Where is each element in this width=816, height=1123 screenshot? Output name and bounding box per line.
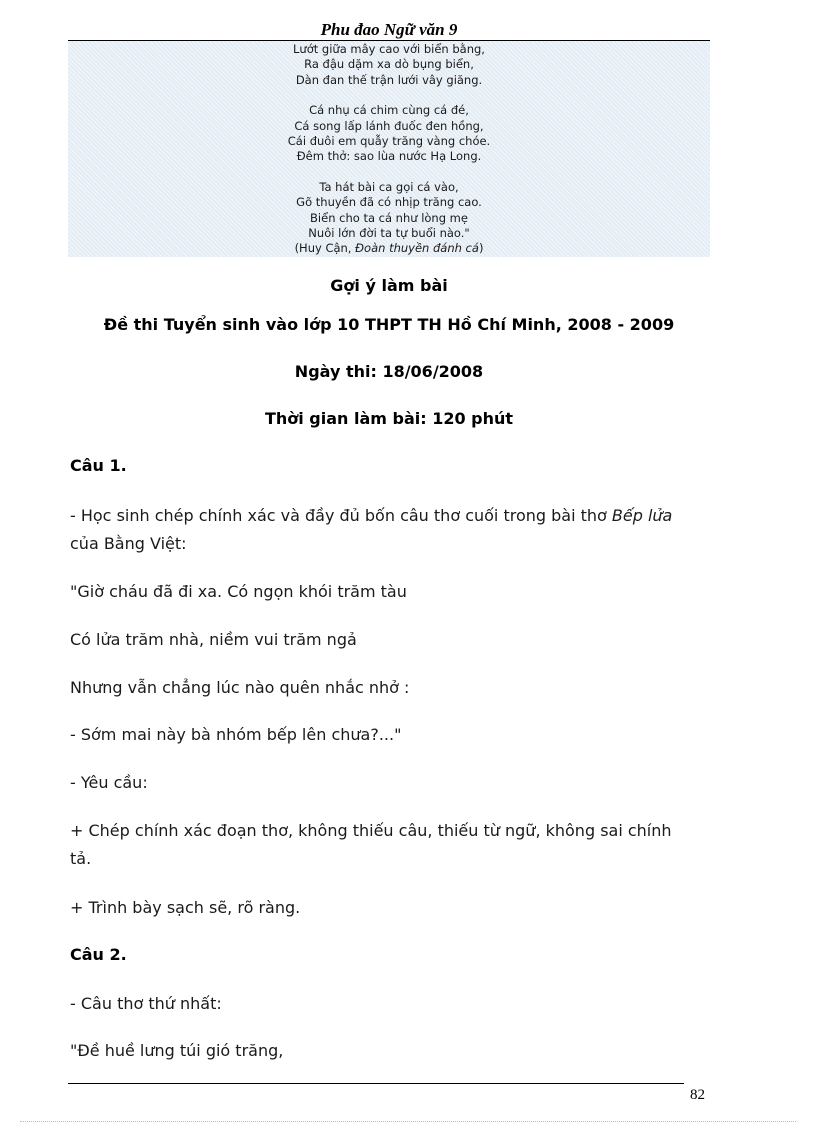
exam-title: Đề thi Tuyển sinh vào lớp 10 THPT TH Hồ Chí Minh, 2008 - 2009 xyxy=(103,315,675,334)
poem-line: Cá nhụ cá chim cùng cá đé, xyxy=(309,103,469,118)
guide-heading: Gợi ý làm bài xyxy=(330,276,448,295)
attribution-prefix: (Huy Cận, xyxy=(294,241,356,256)
poem-line: Đêm thở: sao lùa nước Hạ Long. xyxy=(296,149,482,164)
verse-line-3: Nhưng vẫn chẳng lúc nào quên nhắc nhở : xyxy=(70,678,410,697)
poem-line: Cái đuôi em quẫy trăng vàng chóe. xyxy=(287,134,491,149)
poem-line: Gõ thuyền đã có nhịp trăng cao. xyxy=(296,195,482,210)
page-bottom-border xyxy=(20,1121,796,1122)
verse-line-4: - Sớm mai này bà nhóm bếp lên chưa?..." xyxy=(70,725,402,744)
verse-line-1: "Giờ cháu đã đi xa. Có ngọn khói trăm tàu xyxy=(70,582,407,601)
requirement-1: + Chép chính xác đoạn thơ, không thiếu câu, thiếu từ ngữ, không sai chính xyxy=(70,821,672,840)
q1-instruction xyxy=(70,502,712,530)
poem-line: Lướt giữa mây cao với biển bằng, xyxy=(293,42,485,56)
poem-stanza-2 xyxy=(68,103,710,165)
q2-instruction: - Câu thơ thứ nhất: xyxy=(70,994,222,1013)
page-number: 82 xyxy=(690,1087,705,1103)
poem-excerpt-box xyxy=(68,41,710,257)
poem-line: Cá song lấp lánh đuốc đen hồng, xyxy=(294,118,484,133)
exam-duration: Thời gian làm bài: 120 phút xyxy=(264,409,514,428)
verse-line-2: Có lửa trăm nhà, niềm vui trăm ngả xyxy=(70,630,357,649)
poem-line: Biển cho ta cá như lòng mẹ xyxy=(310,210,468,225)
attribution-work-title: Đoàn thuyền đánh cá xyxy=(355,241,479,256)
poem-line: Dàn đan thế trận lưới vây giăng. xyxy=(295,72,483,87)
poem-stanza-3 xyxy=(68,180,710,257)
poem-line: Ra đậu dặm xa dò bụng biển, xyxy=(304,57,474,72)
q1-instruction-text: - Học sinh chép chính xác và đầy đủ bốn câu thơ cuối trong bài thơ xyxy=(70,506,612,525)
poem-attribution xyxy=(68,241,710,256)
poem-line: Ta hát bài ca gọi cá vào, xyxy=(319,179,459,194)
requirement-2: + Trình bày sạch sẽ, rõ ràng. xyxy=(70,898,301,917)
attribution-suffix: ) xyxy=(478,241,484,256)
poem-stanza-1 xyxy=(68,41,710,88)
poem-line: Nuôi lớn đời ta tự buổi nào." xyxy=(308,226,470,241)
q1-work-title: Bếp lửa xyxy=(611,506,673,525)
requirement-1-cont: tả. xyxy=(70,849,92,868)
q2-verse-line: "Đề huề lưng túi gió trăng, xyxy=(70,1041,284,1060)
requirements-label: - Yêu cầu: xyxy=(70,773,148,792)
question-1-title: Câu 1. xyxy=(70,456,127,475)
exam-date: Ngày thi: 18/06/2008 xyxy=(294,362,484,381)
q1-instruction-cont: của Bằng Việt: xyxy=(70,534,187,553)
question-2-title: Câu 2. xyxy=(70,945,127,964)
page-header-title: Phu đao Ngữ văn 9 xyxy=(320,20,458,39)
footer-rule xyxy=(68,1083,684,1084)
